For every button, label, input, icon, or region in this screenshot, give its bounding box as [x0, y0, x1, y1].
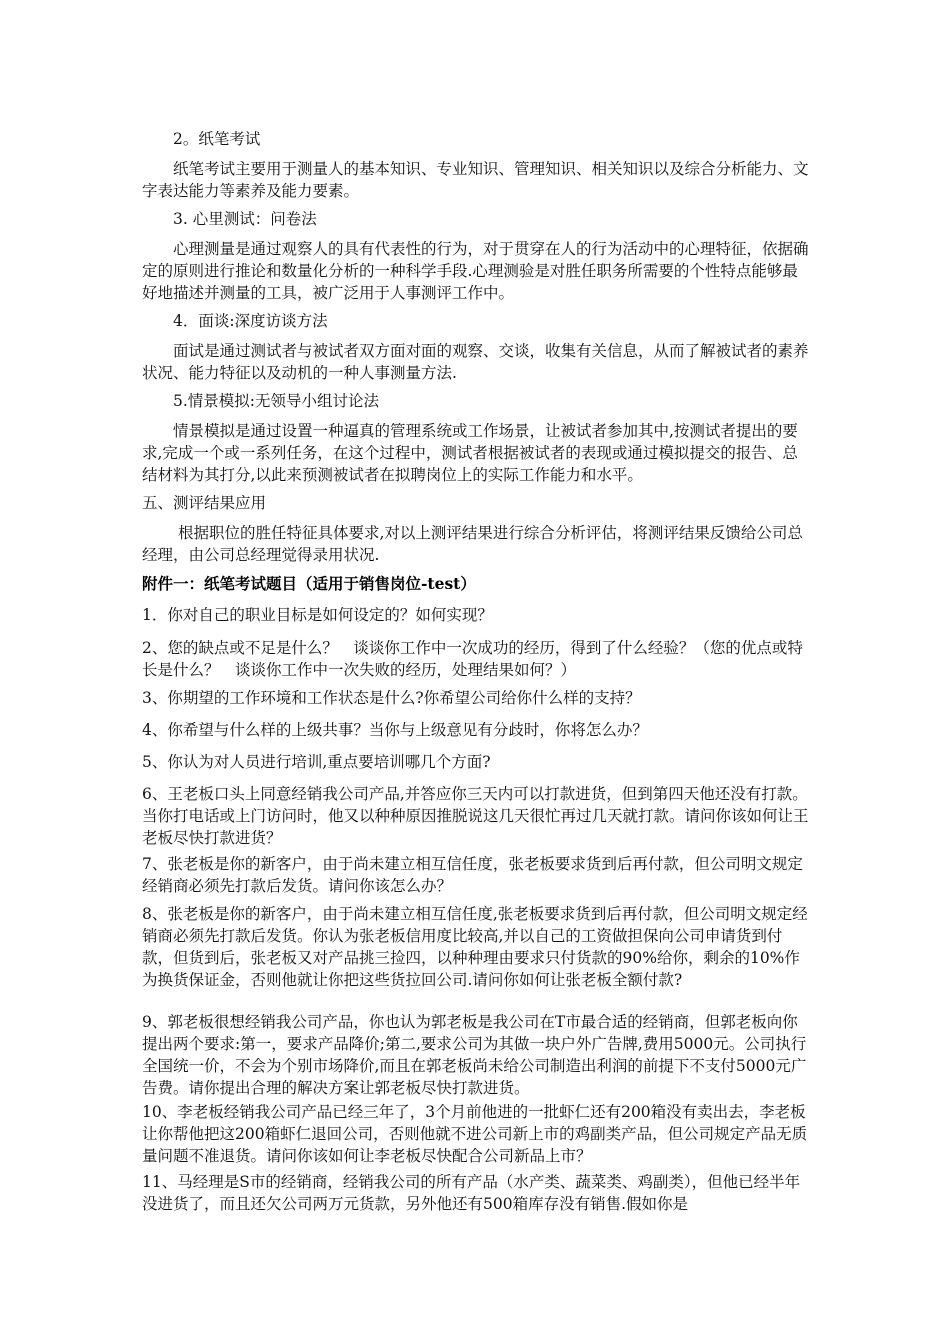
results-section-title: 五、测评结果应用 [142, 494, 267, 512]
results-section-body: 根据职位的胜任特征具体要求,对以上测评结果进行综合分析评估，将测评结果反馈给公司总经理，由公司总经理觉得录用状况. [142, 524, 803, 564]
question-item: 4、你希望与什么样的上级共事？当你与上级意见有分歧时，你将怎么办？ [142, 721, 648, 739]
question-item: 7、张老板是你的新客户，由于尚未建立相互信任度，张老板要求货到后再付款，但公司明文规定经销商必须先打款后发货。请问你该怎么办？ [142, 855, 803, 895]
appendix-title: 附件一：纸笔考试题目（适用于销售岗位-test） [142, 574, 476, 593]
section-3-body: 心理测量是通过观察人的具有代表性的行为，对于贯穿在人的行为活动中的心理特征，依据确定的原则进行推论和数量化分析的一种科学手段.心理测验是对胜任职务所需要的个性特点能够最好地描述并测量的工具，被广泛用于人事测评工作中。 [142, 240, 809, 302]
section-4-body: 面试是通过测试者与被试者双方面对面的观察、交谈，收集有关信息，从而了解被试者的素养状况、能力特征以及动机的一种人事测量方法. [142, 342, 809, 382]
question-item: 6、王老板口头上同意经销我公司产品,并答应你三天内可以打款进货，但到第四天他还没有打款。当你打电话或上门访问时，他又以种种原因推脱说这几天很忙再过几天就打款。请问你该如何让王老板尽快打款进货？ [142, 785, 809, 847]
section-5-body: 情景模拟是通过设置一种逼真的管理系统或工作场景，让被试者参加其中,按测试者提出的要求,完成一个或一系列任务，在这个过程中，测试者根据被试者的表现或通过模拟提交的报告、总结材料为其打分,以此来预测被试者在拟聘岗位上的实际工作能力和水平。 [142, 422, 798, 484]
section-4-heading: 4．面谈:深度访谈方法 [173, 312, 328, 330]
section-5-heading: 5.情景模拟:无领导小组讨论法 [173, 392, 380, 410]
section-2-heading: 2。纸笔考试 [173, 130, 261, 148]
question-item: 9、郭老板很想经销我公司产品，你也认为郭老板是我公司在T市最合适的经销商，但郭老板向你提出两个要求:第一，要求产品降价;第二,要求公司为其做一块户外广告牌,费用5000元。公司执行全国统一价，不会为个别市场降价,而且在郭老板尚未给公司制造出利润的前提下不支付5000元广告费。请你提出合理的解决方案让郭老板尽快打款进货。 [142, 1013, 807, 1097]
question-item: 8、张老板是你的新客户，由于尚未建立相互信任度,张老板要求货到后再付款，但公司明文规定经销商必须先打款后发货。你认为张老板信用度比较高,并以自己的工资做担保向公司申请货到付款，但货到后，张老板又对产品挑三捡四，以种种理由要求只付货款的90%给你，剩余的10%作为换货保证金，否则他就让你把这些货拉回公司.请问你如何让张老板全额付款? [142, 905, 808, 989]
section-3-heading: 3. 心里测试：问卷法 [173, 210, 317, 228]
question-item: 3、你期望的工作环境和工作状态是什么?你希望公司给你什么样的支持？ [142, 689, 641, 707]
question-item: 2、您的缺点或不足是什么？ 谈谈你工作中一次成功的经历，得到了什么经验？（您的优点或特长是什么？ 谈谈你工作中一次失败的经历，处理结果如何？） [142, 639, 803, 679]
question-item: 5、你认为对人员进行培训,重点要培训哪几个方面? [142, 753, 491, 771]
question-item: 1．你对自己的职业目标是如何设定的？如何实现？ [142, 606, 493, 624]
question-item: 11、马经理是S市的经销商，经销我公司的所有产品（水产类、蔬菜类、鸡副类），但他已经半年没进货了，而且还欠公司两万元货款，另外他还有500箱库存没有销售.假如你是 [142, 1173, 801, 1213]
section-2-body: 纸笔考试主要用于测量人的基本知识、专业知识、管理知识、相关知识以及综合分析能力、文字表达能力等素养及能力要素。 [142, 160, 809, 200]
question-item: 10、李老板经销我公司产品已经三年了，3个月前他进的一批虾仁还有200箱没有卖出去，李老板让你帮他把这200箱虾仁退回公司，否则他就不进公司新上市的鸡副类产品，但公司规定产品无质量问题不准退货。请问你该如何让李老板尽快配合公司新品上市？ [142, 1103, 808, 1165]
